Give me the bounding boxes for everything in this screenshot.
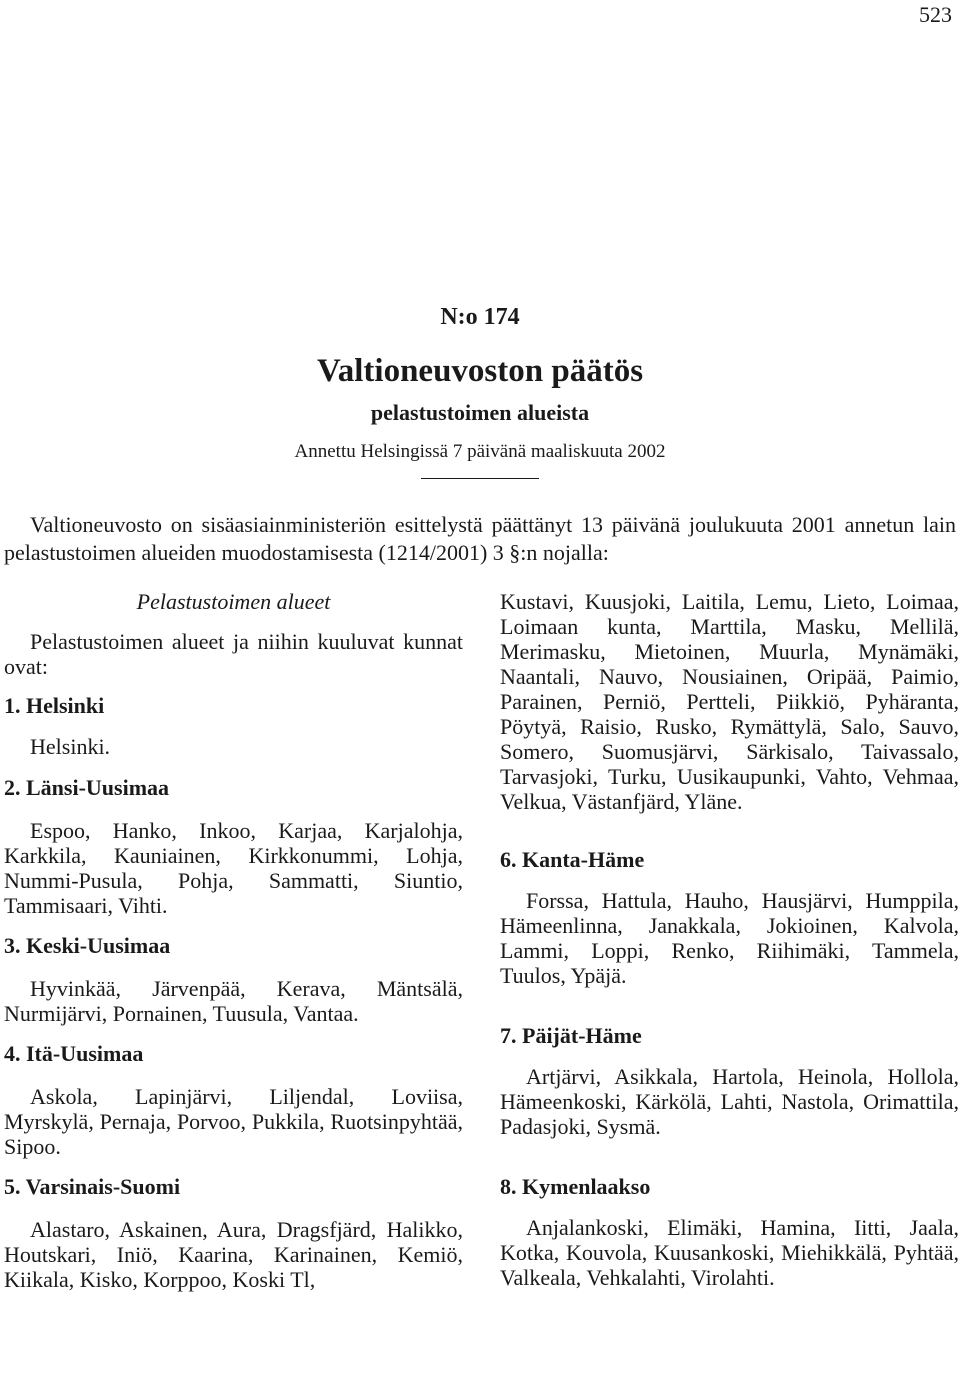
region-heading-kymenlaakso: 8. Kymenlaakso bbox=[500, 1174, 651, 1199]
region-municipalities-varsinais-suomi-part1: Alastaro, Askainen, Aura, Dragsfjärd, Halikko, Houtskari, Iniö, Kaarina, Karinainen, Kemiö, Kiikala, Kisko, Korppoo, Koski Tl, bbox=[4, 1217, 463, 1292]
region-municipalities-keski-uusimaa: Hyvinkää, Järvenpää, Kerava, Mäntsälä, Nurmijärvi, Pornainen, Tuusula, Vantaa. bbox=[4, 976, 463, 1026]
region-municipalities-varsinais-suomi-part2: Kustavi, Kuusjoki, Laitila, Lemu, Lieto, Loimaa, Loimaan kunta, Marttila, Masku, Mellilä, Merimasku, Mietoinen, Muurla, Mynämäki, Naantali, Nauvo, Nousiainen, Oripää, Paimio, Parainen, Perniö, Pertteli, Piikkiö, Pyhäranta, Pöytyä, Raisio, Rusko, Rymättylä, Salo, Sauvo, Somero, Suomusjärvi, Särkisalo, Taivassalo, Tarvasjoki, Turku, Uusikaupunki, Vahto, Vehmaa, Velkua, Västanfjärd, Yläne. bbox=[500, 589, 959, 814]
region-heading-lansi-uusimaa: 2. Länsi-Uusimaa bbox=[4, 775, 170, 800]
region-municipalities-paijat-hame: Artjärvi, Asikkala, Hartola, Heinola, Hollola, Hämeenkoski, Kärkölä, Lahti, Nastola, Orimattila, Padasjoki, Sysmä. bbox=[500, 1064, 959, 1139]
region-heading-varsinais-suomi: 5. Varsinais-Suomi bbox=[4, 1174, 181, 1199]
region-municipalities-kymenlaakso: Anjalankoski, Elimäki, Hamina, Iitti, Jaala, Kotka, Kouvola, Kuusankoski, Miehikkälä, Pyhtää, Valkeala, Vehkalahti, Virolahti. bbox=[500, 1215, 959, 1290]
region-municipalities-kanta-hame: Forssa, Hattula, Hauho, Hausjärvi, Humppila, Hämeenlinna, Janakkala, Jokioinen, Kalvola, Lammi, Loppi, Renko, Riihimäki, Tammela, Tuulos, Ypäjä. bbox=[500, 888, 959, 988]
document-header bbox=[0, 300, 960, 479]
intro-paragraph bbox=[4, 511, 956, 567]
issued-date-line: Annettu Helsingissä 7 päivänä maaliskuuta 2002 bbox=[294, 441, 666, 462]
region-heading-paijat-hame: 7. Päijät-Häme bbox=[500, 1023, 642, 1048]
statute-number: N:o 174 bbox=[440, 304, 520, 330]
document-title: Valtioneuvoston päätös bbox=[316, 353, 644, 389]
section-heading: Pelastustoimen alueet bbox=[136, 589, 331, 614]
region-heading-keski-uusimaa: 3. Keski-Uusimaa bbox=[4, 933, 171, 958]
intro-text: Valtioneuvosto on sisäasiainministeriön esittelystä päättänyt 13 päivänä joulukuuta 2001 annetun lain pelastustoimen alueiden muodostamisesta (1214/2001) 3 §:n nojalla: bbox=[4, 512, 956, 565]
region-municipalities-helsinki: Helsinki. bbox=[30, 734, 111, 759]
region-heading-helsinki: 1. Helsinki bbox=[4, 693, 105, 718]
page-number: 523 bbox=[919, 2, 952, 27]
left-column bbox=[4, 585, 463, 1292]
header-divider bbox=[421, 478, 539, 479]
region-heading-kanta-hame: 6. Kanta-Häme bbox=[500, 847, 645, 872]
section-lead: Pelastustoimen alueet ja niihin kuuluvat kunnat ovat: bbox=[4, 629, 463, 679]
document-subtitle: pelastustoimen alueista bbox=[370, 400, 590, 425]
region-heading-ita-uusimaa: 4. Itä-Uusimaa bbox=[4, 1041, 144, 1066]
region-municipalities-lansi-uusimaa: Espoo, Hanko, Inkoo, Karjaa, Karjalohja, Karkkila, Kauniainen, Kirkkonummi, Lohja, Nummi-Pusula, Pohja, Sammatti, Siuntio, Tammisaari, Vihti. bbox=[4, 818, 463, 918]
right-column bbox=[500, 585, 959, 1290]
region-municipalities-ita-uusimaa: Askola, Lapinjärvi, Liljendal, Loviisa, Myrskylä, Pernaja, Porvoo, Pukkila, Ruotsinpyhtää, Sipoo. bbox=[4, 1084, 463, 1159]
